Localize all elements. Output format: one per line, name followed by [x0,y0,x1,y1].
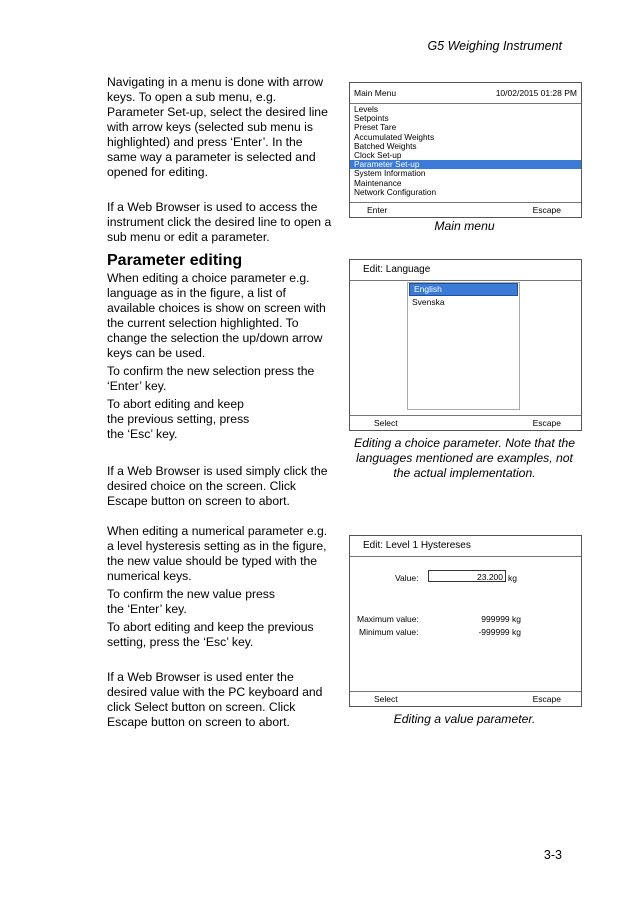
select-button[interactable]: Select [374,418,398,428]
numeric-paragraph-3: To abort editing and keep the previous setting, press the ‘Esc’ key. [107,620,314,649]
choice-edit-footer [350,415,581,430]
select-button[interactable]: Select [374,694,398,704]
value-edit-titlebar [350,536,581,557]
escape-button[interactable]: Escape [532,205,561,215]
page-number: 3-3 [543,848,562,862]
menu-item-accumulated-weights[interactable]: Accumulated Weights [354,131,435,142]
main-menu-datetime: 10/02/2015 01:28 PM [495,88,577,98]
main-menu-footer [350,202,581,217]
menu-item-parameter-setup[interactable]: Parameter Set-up [350,160,581,169]
choice-paragraph-2: To confirm the new selection press the ‘Enter’ key. [107,364,315,393]
choice-paragraph-3: To abort editing and keep the previous setting, press the ‘Esc’ key. [107,397,250,441]
max-value-label: Maximum value: [357,614,419,624]
menu-item-preset-tare[interactable]: Preset Tare [354,122,397,133]
min-value: -999999 kg [478,627,521,637]
menu-item-system-information[interactable]: System Information [354,168,426,179]
value-label: Value: [395,573,419,583]
menu-item-levels[interactable]: Levels [354,104,378,114]
section-heading: Parameter editing [107,252,243,269]
page-header-title: G5 Weighing Instrument [427,39,562,53]
numeric-editing-section [107,524,333,733]
value-unit: kg [508,573,517,583]
main-menu-list [350,105,581,197]
numeric-paragraph-4: If a Web Browser is used enter the desired value with the PC keyboard and click Select button on screen. Click Escape button on screen to abort. [107,670,323,729]
max-value: 999999 kg [481,614,521,624]
main-menu-titlebar [350,83,581,104]
value-edit-title: Edit: Level 1 Hystereses [363,540,471,551]
value-edit-footer [350,691,581,706]
language-listbox[interactable] [407,282,520,410]
value-edit-panel [349,535,582,707]
enter-button[interactable]: Enter [367,205,388,215]
value-input[interactable]: 23.200 [428,570,506,582]
choice-edit-title: Edit: Language [363,264,431,275]
main-menu-panel [349,82,582,218]
choice-edit-panel [349,259,582,431]
menu-item-network-configuration[interactable]: Network Configuration [354,186,437,197]
min-value-label: Minimum value: [359,627,419,637]
choice-paragraph-1: When editing a choice parameter e.g. language as in the figure, a list of available choices is show on screen with the current selection highlighted. To change the selection the up/down arrow keys can be used. [107,271,326,360]
value-edit-caption: Editing a value parameter. [393,712,536,726]
intro-paragraph-1: Navigating in a menu is done with arrow keys. To open a sub menu, e.g. Parameter Set-up, select the desired line with arrow keys (selected sub menu is highlighted) and press ‘Enter’. In the same way a parameter is selected and opened for editing. [107,75,328,179]
choice-editing-section [107,271,333,512]
escape-button[interactable]: Escape [532,694,561,704]
intro-section [107,75,333,248]
intro-paragraph-2: If a Web Browser is used to access the instrument click the desired line to open a sub menu or edit a parameter. [107,200,332,244]
option-english[interactable]: English [409,283,518,296]
main-menu-caption: Main menu [434,219,495,233]
menu-item-maintenance[interactable]: Maintenance [354,177,402,188]
numeric-paragraph-1: When editing a numerical parameter e.g. a level hysteresis setting as in the figure, the new value should be typed with the numerical keys. [107,524,328,583]
choice-edit-caption: Editing a choice parameter. Note that the languages mentioned are examples, not the actual implementation. [353,436,576,480]
escape-button[interactable]: Escape [532,418,561,428]
main-menu-title: Main Menu [354,88,397,98]
choice-paragraph-4: If a Web Browser is used simply click the desired choice on the screen. Click Escape button on screen to abort. [107,464,328,508]
menu-item-setpoints[interactable]: Setpoints [354,113,389,124]
numeric-paragraph-2: To confirm the new value press the ‘Enter’ key. [107,587,275,616]
choice-edit-titlebar [350,260,581,281]
menu-item-clock-setup[interactable]: Clock Set-up [354,149,402,160]
option-svenska[interactable]: Svenska [412,297,445,307]
menu-item-batched-weights[interactable]: Batched Weights [354,140,417,151]
